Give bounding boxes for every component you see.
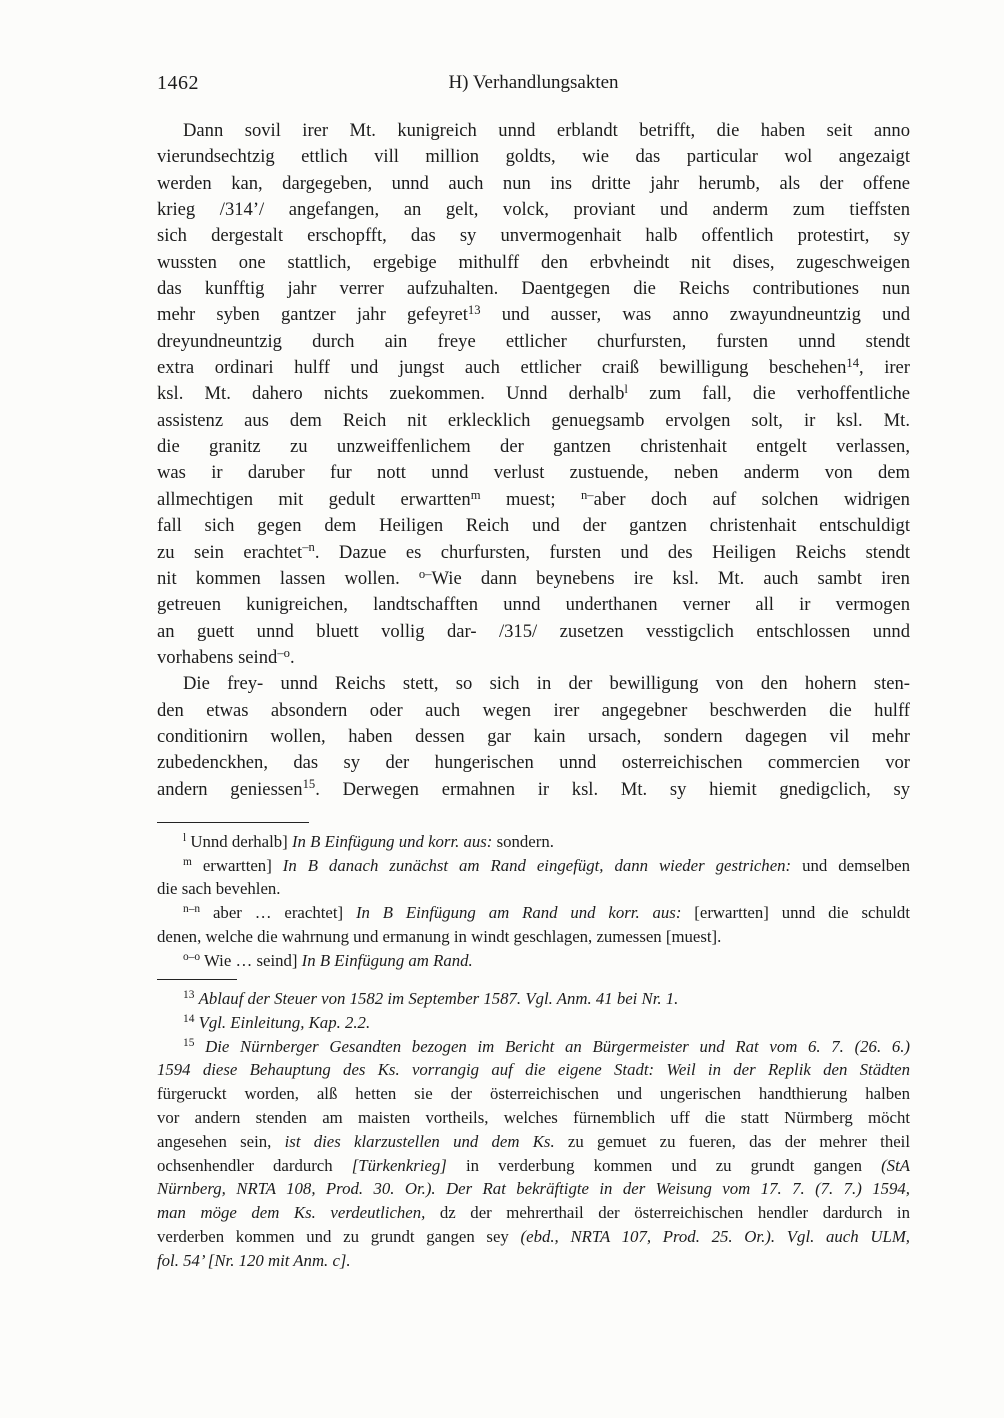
text-line (157, 408, 910, 434)
text-segment: die granitz zu unzweiffenlichem der gantzen christenhait entgelt verlassen, (157, 436, 910, 458)
footnote (157, 1011, 910, 1035)
text-line (157, 592, 910, 618)
page-header (157, 72, 910, 102)
text-segment: muest; (480, 488, 581, 510)
apparatus-note (157, 854, 910, 901)
text-line (157, 460, 910, 486)
apparatus-separator-rule (157, 822, 309, 823)
text-segment: zu gemuet zu fueren, das der mehrer theil (554, 1131, 910, 1151)
footnote (157, 987, 910, 1011)
text-segment: die sach bevehlen. (157, 879, 281, 899)
text-segment: ksl. Mt. dahero nichts zuekommen. Unnd derhalb (157, 383, 625, 405)
text-segment: [erwartten] unnd die schuldt (681, 903, 910, 923)
text-line (157, 645, 910, 671)
text-segment: In B Einfügung und korr. aus: (291, 832, 493, 851)
text-segment: Unnd derhalb] (190, 832, 292, 851)
text-segment: conditionirn wollen, haben dessen gar kain ursach, sondern dagegen vil mehr (157, 725, 910, 747)
text-segment: den etwas absondern oder auch wegen irer angegebner beschwerden die hulff (157, 699, 910, 721)
text-line (157, 1154, 910, 1178)
text-segment: sich dergestalt erschopfft, das sy unvermogenhait halb offentlich protestirt, sy (157, 225, 910, 247)
text-segment: ist dies klarzustellen und dem Ks. (284, 1131, 555, 1151)
text-segment: sondern. (492, 832, 554, 851)
note-marker: o–o (183, 950, 201, 963)
text-segment: (StA (881, 1155, 910, 1175)
text-line (157, 698, 910, 724)
text-segment: Wie … seind] (204, 950, 302, 970)
text-segment: Ablauf der Steuer von 1582 im September 1587. Vgl. Anm. 41 bei Nr. 1. (198, 989, 679, 1008)
text-segment: das kunfftig jahr verrer aufzuhalten. Daentgegen die Reichs contributiones nun (157, 278, 910, 300)
text-segment: in verderbung kommen und zu grundt gangen (446, 1155, 882, 1175)
text-line (157, 118, 910, 144)
main-text (157, 118, 910, 803)
text-segment: allmechtigen mit gedult erwartten (157, 488, 471, 510)
text-line (157, 1035, 910, 1059)
text-line (157, 1082, 910, 1106)
text-segment: aber doch auf solchen widrigen (593, 488, 910, 510)
note-reference: n– (580, 487, 594, 502)
note-reference: 15 (302, 777, 316, 792)
text-line (157, 302, 910, 328)
text-line (157, 171, 910, 197)
note-reference: o– (418, 566, 432, 581)
note-reference: 14 (846, 355, 860, 370)
apparatus-note (157, 949, 910, 973)
text-line (157, 355, 910, 381)
text-segment: dz der mehrerthail der österreichischen hendler dardurch in (439, 1203, 910, 1223)
text-segment: wussten one stattlich, ergebige mithulff den erbvheindt nit dises, zugeschweigen (157, 251, 910, 273)
text-segment: dreyundneuntzig durch ain freye ettlicher churfursten, fursten unnd stendt (157, 330, 910, 352)
text-segment: In B Einfügung am Rand und korr. aus: (355, 903, 682, 923)
text-segment: krieg /314’/ angefangen, an gelt, volck, proviant und anderm zum tieffsten (157, 199, 910, 221)
text-segment: Dann sovil irer Mt. kunigreich unnd erblandt betrifft, die haben seit anno (183, 120, 910, 141)
text-line (157, 671, 910, 697)
text-line (157, 540, 910, 566)
text-segment: . (289, 646, 295, 668)
text-line (157, 250, 910, 276)
text-segment: getreuen kunigreichen, landtschafften unnd underthanen verner all ir vermogen (157, 594, 910, 616)
text-segment: fall sich gegen dem Heiligen Reich und der gantzen christenhait entschuldigt (157, 515, 910, 537)
text-line (157, 1011, 910, 1035)
note-marker: 15 (183, 1036, 195, 1049)
footnote (157, 1035, 910, 1273)
text-segment: In B danach zunächst am Rand eingefügt, dann wieder gestrichen: (282, 855, 792, 875)
note-marker: 13 (183, 989, 195, 1002)
critical-apparatus (157, 830, 910, 972)
text-segment: man möge dem Ks. verdeutlichen, (157, 1203, 440, 1223)
text-segment: fürgeruckt worden, alß hetten sie der österreichischen und ungerischen handthierung halben (157, 1084, 910, 1104)
text-line (157, 987, 910, 1011)
note-marker: n–n (183, 903, 201, 916)
text-segment: Nürnberg, NRTA 108, Prod. 30. Or.). Der Rat bekräftigte in der Weisung vom 17. 7. (7. 7.) 1594, (157, 1179, 910, 1199)
text-segment: zubedenckhen, das sy der hungerischen unnd osterreichischen commercien vor (157, 752, 910, 774)
text-segment: ochsenhendler dardurch (157, 1155, 352, 1175)
note-reference: l (624, 382, 628, 397)
apparatus-note (157, 901, 910, 948)
text-segment: angesehen sein, (157, 1131, 285, 1151)
text-segment: , irer (859, 357, 910, 379)
text-line (157, 566, 910, 592)
footnote-separator-rule (157, 979, 237, 980)
text-segment: was ir daruber fur nott unnd verlust zustuende, neben anderm von dem (157, 462, 910, 484)
text-segment: erwartten] (202, 855, 283, 875)
text-line (157, 1130, 910, 1154)
text-segment: aber … erachtet] (212, 903, 356, 923)
text-segment: [Türkenkrieg] (351, 1155, 447, 1175)
text-line (157, 513, 910, 539)
text-line (157, 197, 910, 223)
text-line (157, 1249, 910, 1273)
text-segment: . Dazue es churfursten, fursten und des Heiligen Reichs stendt (314, 541, 910, 563)
text-segment: Die frey- unnd Reichs stett, so sich in der bewilligung von den hohern sten- (183, 673, 910, 695)
text-line (157, 1058, 910, 1082)
text-line (157, 777, 910, 803)
text-segment: 1594 diese Behauptung des Ks. vorrangig auf die eigene Stadt: Weil in der Replik den Städten (157, 1060, 910, 1080)
paragraph (157, 118, 910, 671)
text-line (157, 750, 910, 776)
text-segment: vorhabens seind (157, 646, 278, 668)
note-marker: m (183, 856, 192, 868)
text-segment: vierundsechtzig ettlich vill million goldts, wie das particular wol angezaigt (157, 146, 910, 168)
text-segment: (ebd., NRTA 107, Prod. 25. Or.). Vgl. auch ULM, (520, 1226, 910, 1246)
note-reference: –n (302, 540, 315, 555)
text-line (157, 223, 910, 249)
text-line (157, 949, 910, 973)
note-reference: 13 (467, 303, 481, 318)
text-segment: extra ordinari hulff und jungst auch ettlicher craiß bewilligung beschehen (157, 357, 847, 379)
text-segment: Vgl. Einleitung, Kap. 2.2. (198, 1012, 371, 1032)
text-line (157, 1177, 910, 1201)
text-line (157, 1225, 910, 1249)
paragraph (157, 671, 910, 803)
text-segment: und demselben (791, 855, 910, 875)
text-segment: an guett unnd bluett vollig dar- /315/ zusetzen vesstigclich entschlossen unnd (157, 620, 910, 642)
text-line (157, 1106, 910, 1130)
text-segment: verderben kommen und zu grundt gangen sey (157, 1226, 521, 1246)
text-segment: vor andern stenden am maisten vortheils, welches fürnemblich uff die statt Nürmberg möcht (157, 1107, 910, 1127)
text-segment: Die Nürnberger Gesandten bezogen im Bericht an Bürgermeister und Rat vom 6. 7. (26. 6.) (205, 1036, 911, 1056)
text-segment: denen, welche die wahrnung und ermanung in windt geschlagen, zumessen [muest]. (157, 926, 722, 946)
note-reference: m (470, 487, 481, 502)
note-marker: l (183, 832, 187, 845)
text-line (157, 434, 910, 460)
text-segment: Wie dann beynebens ire ksl. Mt. auch sambt iren (431, 567, 910, 589)
text-line (157, 925, 910, 949)
text-line (157, 487, 910, 513)
text-line (157, 830, 910, 854)
page-number: 1462 (157, 72, 199, 94)
running-title: H) Verhandlungsakten (448, 72, 619, 93)
text-line (157, 877, 910, 901)
text-line (157, 1201, 910, 1225)
text-segment: zu sein erachtet (157, 541, 303, 563)
note-reference: –o (277, 645, 290, 660)
text-line (157, 144, 910, 170)
text-segment: andern geniessen (157, 778, 303, 800)
text-line (157, 329, 910, 355)
text-line (157, 724, 910, 750)
text-segment: fol. 54’ [Nr. 120 mit Anm. c]. (157, 1250, 351, 1270)
text-segment: nit kommen lassen wollen. (157, 567, 419, 589)
text-line (157, 901, 910, 925)
note-marker: 14 (183, 1013, 195, 1026)
text-segment: zum fall, die verhoffentliche (627, 383, 910, 405)
apparatus-note (157, 830, 910, 854)
footnotes (157, 987, 910, 1273)
text-segment: werden kan, dargegeben, unnd auch nun ins dritte jahr herumb, als der offene (157, 172, 910, 194)
text-line (157, 619, 910, 645)
text-segment: In B Einfügung am Rand. (301, 950, 473, 970)
text-segment: mehr syben gantzer jahr gefeyret (157, 304, 468, 326)
text-segment: und ausser, was anno zwayundneuntzig und (480, 304, 911, 326)
text-line (157, 276, 910, 302)
text-line (157, 381, 910, 407)
text-segment: assistenz aus dem Reich nit erklecklich genuegsamb ervolgen solt, ir ksl. Mt. (157, 409, 910, 431)
text-line (157, 854, 910, 878)
text-segment: . Derwegen ermahnen ir ksl. Mt. sy hiemit gnedigclich, sy (315, 778, 910, 800)
